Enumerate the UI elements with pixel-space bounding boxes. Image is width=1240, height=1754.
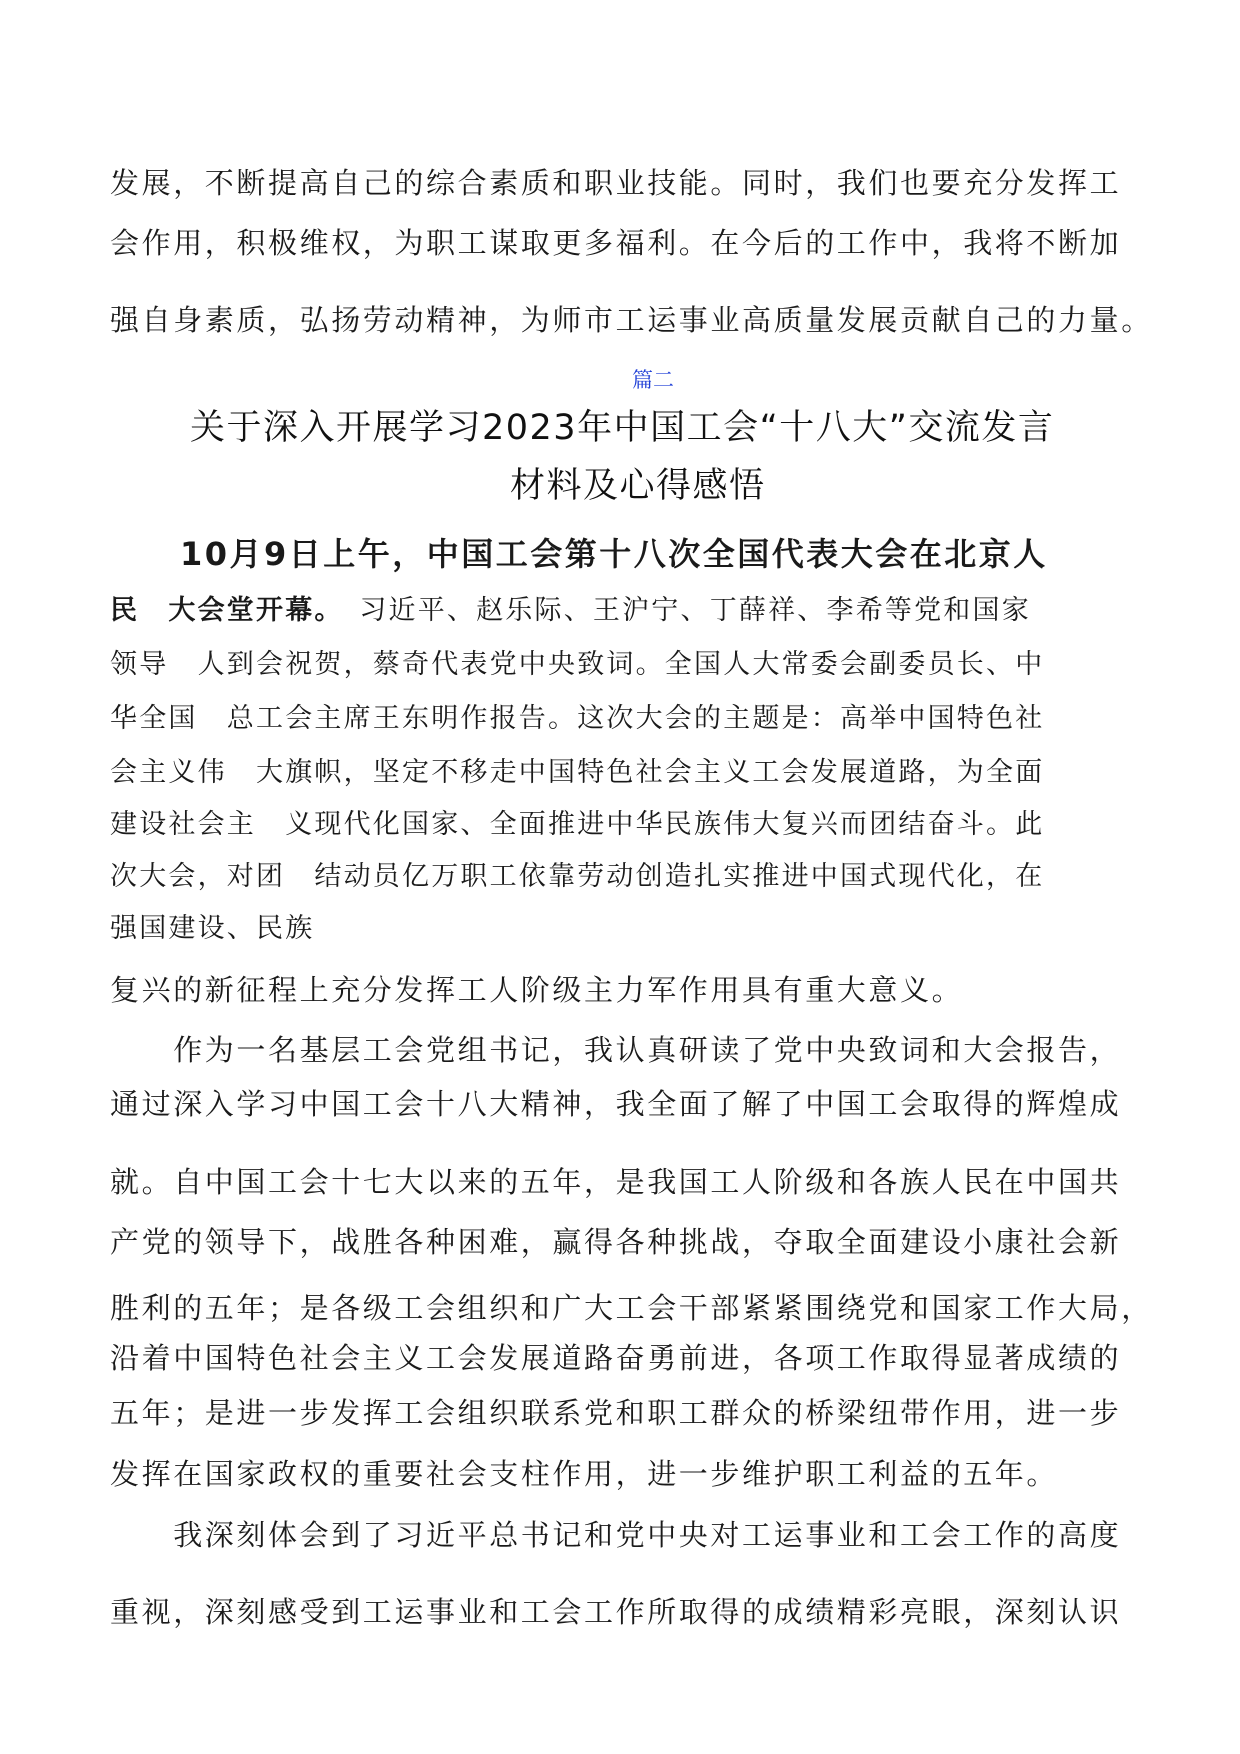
body-line: 重视，深刻感受到工运事业和工会工作所取得的成绩精彩亮眼，深刻认识: [110, 1595, 1122, 1629]
lead-heading: 10月9日上午，中国工会第十八次全国代表大会在北京人: [180, 535, 1048, 573]
lead-line-text: 习近平、赵乐际、王沪宁、丁薛祥、李希等党和国家: [330, 595, 1031, 626]
lead-line: 次大会，对团 结动员亿万职工依靠劳动创造扎实推进中国式现代化，在: [110, 861, 1045, 892]
lead-line: 建设社会主 义现代化国家、全面推进中华民族伟大复兴而团结奋斗。此: [110, 809, 1045, 840]
body-line: 胜利的五年；是各级工会组织和广大工会干部紧紧围绕党和国家工作大局，: [110, 1291, 1153, 1325]
body-line: 发挥在国家政权的重要社会支柱作用，进一步维护职工利益的五年。: [110, 1457, 1059, 1491]
body-line: 产党的领导下，战胜各种困难，赢得各种挑战，夺取全面建设小康社会新: [110, 1225, 1122, 1259]
body-line: 五年；是进一步发挥工会组织联系党和职工群众的桥梁纽带作用，进一步: [110, 1396, 1122, 1430]
intro-line: 强自身素质，弘扬劳动精神，为师市工运事业高质量发展贡献自己的力量。: [110, 303, 1153, 337]
body-line: 作为一名基层工会党组书记，我认真研读了党中央致词和大会报告，: [110, 1033, 1122, 1067]
body-line: 沿着中国特色社会主义工会发展道路奋勇前进，各项工作取得显著成绩的: [110, 1341, 1122, 1375]
body-line: 我深刻体会到了习近平总书记和党中央对工运事业和工会工作的高度: [110, 1518, 1122, 1552]
body-line: 就。自中国工会十七大以来的五年，是我国工人阶级和各族人民在中国共: [110, 1165, 1122, 1199]
document-title-line-2: 材料及心得感悟: [510, 466, 766, 506]
lead-line: 会主义伟 大旗帜，坚定不移走中国特色社会主义工会发展道路，为全面: [110, 757, 1045, 788]
body-line: 通过深入学习中国工会十八大精神，我全面了解了中国工会取得的辉煌成: [110, 1087, 1122, 1121]
lead-line: 华全国 总工会主席王东明作报告。这次大会的主题是：高举中国特色社: [110, 703, 1045, 734]
lead-line: 强国建设、民族: [110, 913, 315, 944]
lead-bold-start: 民 大会堂开幕。: [110, 595, 331, 626]
lead-first-line: [110, 592, 1031, 630]
intro-line: 发展，不断提高自己的综合素质和职业技能。同时，我们也要充分发挥工: [110, 166, 1122, 200]
intro-line: 会作用，积极维权，为职工谋取更多福利。在今后的工作中，我将不断加: [110, 226, 1122, 260]
document-title-line-1: 关于深入开展学习2023年中国工会“十八大”交流发言: [190, 408, 1055, 448]
lead-line: 领导 人到会祝贺，蔡奇代表党中央致词。全国人大常委会副委员长、中: [110, 649, 1045, 680]
section-label-link[interactable]: 篇二: [632, 368, 674, 392]
body-line: 复兴的新征程上充分发挥工人阶级主力军作用具有重大意义。: [110, 973, 964, 1007]
